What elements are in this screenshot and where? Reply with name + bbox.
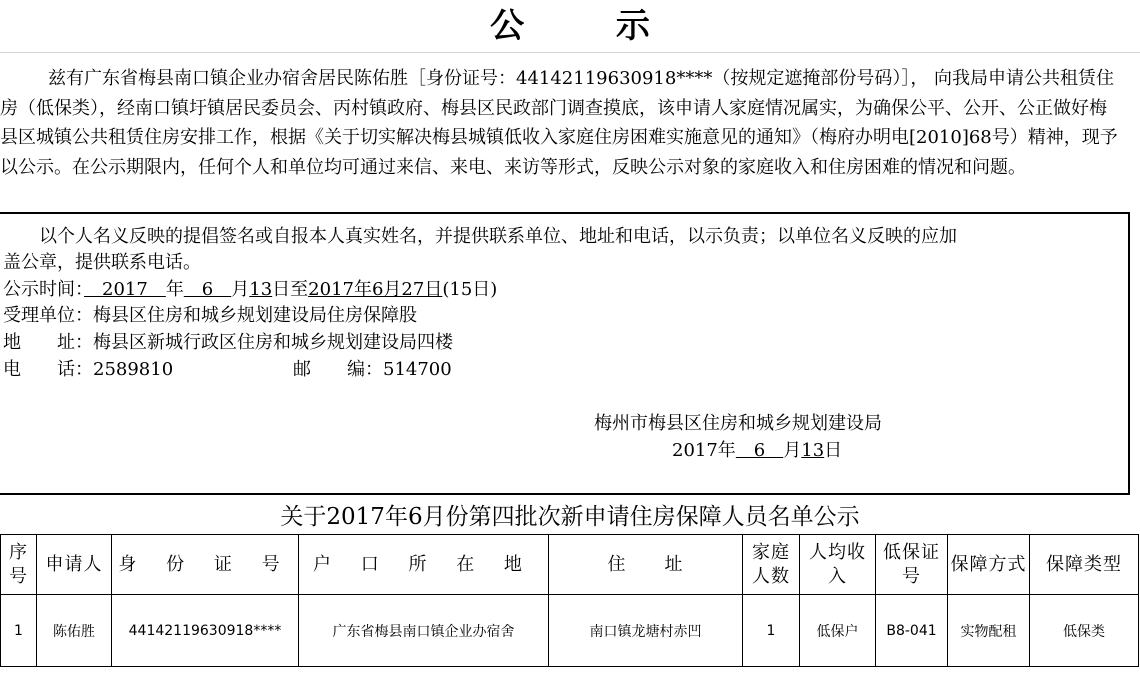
period-month: 6 — [183, 279, 232, 300]
post-value: 514700 — [383, 359, 452, 380]
header-household-size: 家庭人数 — [743, 535, 800, 595]
cell-hukou: 广东省梅县南口镇企业办宿舍 — [299, 595, 549, 667]
issue-date-month: 6 — [735, 440, 784, 461]
header-id-number: 身 份 证 号 — [112, 535, 299, 595]
period-tail: (15日) — [442, 279, 498, 300]
phone-label: 电 话： — [3, 359, 93, 380]
period-row — [3, 277, 497, 303]
cell-type: 低保类 — [1030, 595, 1139, 667]
cell-dibao-number: B8-041 — [876, 595, 948, 667]
grid-line — [0, 52, 1140, 53]
period-label: 公示时间： — [3, 279, 84, 300]
notice-line-2: 盖公章，提供联系电话。 — [3, 252, 201, 273]
issuer: 梅州市梅县区住房和城乡规划建设局 — [594, 413, 882, 434]
period-yue: 月 — [231, 279, 250, 300]
header-address: 住 址 — [549, 535, 743, 595]
issue-date-day: 13 — [801, 440, 825, 461]
cell-address: 南口镇龙塘村赤凹 — [549, 595, 743, 667]
header-dibao-number: 低保证号 — [876, 535, 948, 595]
page-title: 公 示 — [490, 6, 690, 46]
office-value: 梅县区住房和城乡规划建设局住房保障股 — [93, 305, 417, 326]
address-value: 梅县区新城行政区住房和城乡规划建设局四楼 — [93, 332, 453, 353]
post-label: 邮 编： — [293, 359, 383, 380]
office-row — [3, 303, 417, 329]
cell-applicant: 陈佑胜 — [37, 595, 112, 667]
cell-household-size: 1 — [743, 595, 800, 667]
header-income: 人均收入 — [800, 535, 876, 595]
cell-income: 低保户 — [800, 595, 876, 667]
header-hukou: 户 口 所 在 地 — [299, 535, 549, 595]
office-label: 受理单位： — [3, 305, 93, 326]
applicant-table — [0, 534, 1139, 667]
issue-date — [672, 438, 842, 464]
cell-id-number: 44142119630918**** — [112, 595, 299, 667]
cell-method: 实物配租 — [948, 595, 1030, 667]
phone-row — [3, 357, 452, 383]
period-mid: 日至 — [272, 279, 309, 300]
intro-paragraph: 兹有广东省梅县南口镇企业办宿舍居民陈佑胜［身份证号：44142119630918****（按规定遮掩部份号码）］， 向我局申请公共租赁住房（低保类），经南口镇圩镇居民委员会、丙村镇政府、梅县区民政部门调查摸底，该申请人家庭情况属实，为确保公平、公开、公正做好梅县区城镇公共租赁住房安排工作，根据《关于切实解决梅县城镇低收入家庭住房困难实施意见的通知》（梅府办明电[2010]68号）精神，现予以公示。在公示期限内，任何个人和单位均可通过来信、来电、来访等形式，反映公示对象的家庭收入和住房困难的情况和问题。 — [0, 68, 1118, 178]
address-row — [3, 330, 453, 356]
header-method: 保障方式 — [948, 535, 1030, 595]
issue-date-ri: 日 — [824, 440, 843, 461]
header-index: 序号 — [1, 535, 37, 595]
issue-date-year: 2017年 — [672, 440, 736, 461]
table-title: 关于2017年6月份第四批次新申请住房保障人员名单公示 — [280, 504, 860, 530]
table-header-row — [1, 535, 1139, 595]
period-day: 13 — [249, 279, 273, 300]
phone-value: 2589810 — [93, 359, 174, 380]
notice-line-1: 以个人名义反映的提倡签名或自报本人真实姓名，并提供联系单位、地址和电话，以示负责；以单位名义反映的应加 — [3, 226, 957, 247]
cell-index: 1 — [1, 595, 37, 667]
period-nian: 年 — [165, 279, 184, 300]
address-label: 地 址： — [3, 332, 93, 353]
period-year: 2017 — [84, 279, 166, 300]
notice-box — [0, 212, 1130, 495]
header-applicant: 申请人 — [37, 535, 112, 595]
table-row — [1, 595, 1139, 667]
issue-date-yue: 月 — [783, 440, 802, 461]
period-end: 2017年6月27日 — [308, 279, 443, 300]
header-type: 保障类型 — [1030, 535, 1139, 595]
